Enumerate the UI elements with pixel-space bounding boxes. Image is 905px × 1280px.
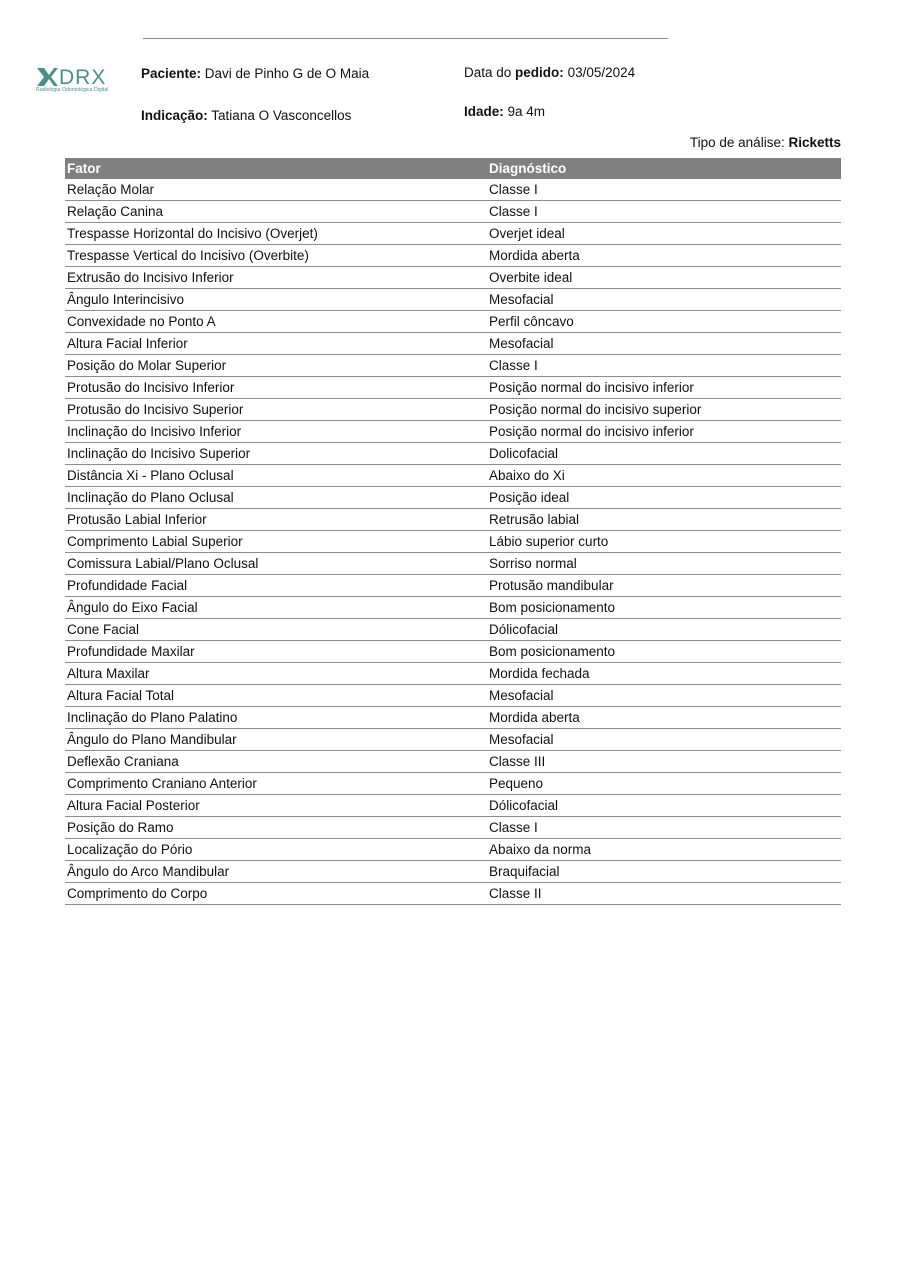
- table-row: [65, 443, 841, 465]
- diagnosis-cell: Posição normal do incisivo superior: [487, 399, 841, 421]
- logo-wordmark: DRX: [59, 66, 107, 89]
- factor-cell: Inclinação do Plano Palatino: [65, 707, 487, 729]
- table-row: [65, 267, 841, 289]
- diagnosis-cell: Abaixo da norma: [487, 839, 841, 861]
- factor-cell: Comprimento do Corpo: [65, 883, 487, 905]
- diagnosis-cell: Mesofacial: [487, 685, 841, 707]
- table-row: [65, 289, 841, 311]
- table-row: [65, 487, 841, 509]
- diagnosis-cell: Classe I: [487, 201, 841, 223]
- table-row: [65, 795, 841, 817]
- factor-cell: Altura Facial Inferior: [65, 333, 487, 355]
- factor-cell: Cone Facial: [65, 619, 487, 641]
- diagnosis-cell: Classe I: [487, 817, 841, 839]
- table-row: [65, 201, 841, 223]
- diagnosis-cell: Classe III: [487, 751, 841, 773]
- factor-cell: Convexidade no Ponto A: [65, 311, 487, 333]
- factor-cell: Profundidade Facial: [65, 575, 487, 597]
- table-row: [65, 641, 841, 663]
- diagnosis-cell: Dólicofacial: [487, 795, 841, 817]
- diagnosis-cell: Classe I: [487, 355, 841, 377]
- factor-cell: Comprimento Craniano Anterior: [65, 773, 487, 795]
- drx-x-mark-icon: [37, 68, 59, 86]
- table-row: [65, 839, 841, 861]
- factor-cell: Ângulo do Eixo Facial: [65, 597, 487, 619]
- referral-label: Indicação:: [141, 108, 208, 123]
- diagnosis-cell: Overjet ideal: [487, 223, 841, 245]
- diagnosis-cell: Pequeno: [487, 773, 841, 795]
- table-row: [65, 883, 841, 905]
- factor-cell: Profundidade Maxilar: [65, 641, 487, 663]
- factor-cell: Comprimento Labial Superior: [65, 531, 487, 553]
- factor-cell: Trespasse Horizontal do Incisivo (Overjet): [65, 223, 487, 245]
- diagnosis-cell: Sorriso normal: [487, 553, 841, 575]
- factor-cell: Inclinação do Incisivo Inferior: [65, 421, 487, 443]
- table-row: [65, 333, 841, 355]
- column-header-fator: Fator: [65, 158, 487, 179]
- order-date-value: 03/05/2024: [567, 65, 636, 80]
- order-date-label: pedido:: [515, 65, 564, 80]
- factor-cell: Ângulo Interincisivo: [65, 289, 487, 311]
- analysis-type-label: Tipo de análise:: [689, 135, 785, 150]
- diagnosis-cell: Posição normal do incisivo inferior: [487, 421, 841, 443]
- table-row: [65, 817, 841, 839]
- factor-cell: Comissura Labial/Plano Oclusal: [65, 553, 487, 575]
- header-divider: [143, 38, 668, 39]
- patient-label: Paciente:: [141, 66, 202, 81]
- diagnosis-cell: Classe I: [487, 179, 841, 201]
- factor-cell: Protusão do Incisivo Superior: [65, 399, 487, 421]
- diagnosis-cell: Mordida fechada: [487, 663, 841, 685]
- table-row: [65, 245, 841, 267]
- factor-cell: Inclinação do Plano Oclusal: [65, 487, 487, 509]
- patient-value: Davi de Pinho G de O Maia: [204, 66, 370, 81]
- diagnosis-cell: Dólicofacial: [487, 619, 841, 641]
- column-header-diagnostico: Diagnóstico: [487, 158, 841, 179]
- diagnosis-cell: Perfil côncavo: [487, 311, 841, 333]
- age-field: [464, 104, 545, 119]
- referral-value: Tatiana O Vasconcellos: [211, 108, 352, 123]
- table-row: [65, 355, 841, 377]
- diagnosis-cell: Lábio superior curto: [487, 531, 841, 553]
- factor-cell: Inclinação do Incisivo Superior: [65, 443, 487, 465]
- table-row: [65, 421, 841, 443]
- factor-cell: Posição do Molar Superior: [65, 355, 487, 377]
- table-row: [65, 377, 841, 399]
- diagnosis-cell: Posição ideal: [487, 487, 841, 509]
- analysis-type-field: [690, 135, 841, 150]
- diagnosis-cell: Retrusão labial: [487, 509, 841, 531]
- factor-cell: Altura Maxilar: [65, 663, 487, 685]
- diagnosis-cell: Mesofacial: [487, 333, 841, 355]
- diagnosis-cell: Mordida aberta: [487, 245, 841, 267]
- order-date-field: [464, 65, 635, 80]
- table-row: [65, 597, 841, 619]
- cephalometric-results-table: [65, 158, 841, 905]
- diagnosis-cell: Abaixo do Xi: [487, 465, 841, 487]
- diagnosis-cell: Classe II: [487, 883, 841, 905]
- factor-cell: Distância Xi - Plano Oclusal: [65, 465, 487, 487]
- table-row: [65, 553, 841, 575]
- factor-cell: Protusão do Incisivo Inferior: [65, 377, 487, 399]
- diagnosis-cell: Bom posicionamento: [487, 641, 841, 663]
- table-row: [65, 861, 841, 883]
- table-row: [65, 619, 841, 641]
- drx-logo: [35, 66, 115, 96]
- table-row: [65, 223, 841, 245]
- table-row: [65, 311, 841, 333]
- factor-cell: Deflexão Craniana: [65, 751, 487, 773]
- age-value: 9a 4m: [507, 104, 546, 119]
- table-row: [65, 685, 841, 707]
- table-row: [65, 663, 841, 685]
- diagnosis-cell: Protusão mandibular: [487, 575, 841, 597]
- table-row: [65, 729, 841, 751]
- factor-cell: Relação Molar: [65, 179, 487, 201]
- diagnosis-cell: Mordida aberta: [487, 707, 841, 729]
- diagnosis-cell: Braquifacial: [487, 861, 841, 883]
- factor-cell: Ângulo do Plano Mandibular: [65, 729, 487, 751]
- diagnosis-cell: Overbite ideal: [487, 267, 841, 289]
- diagnosis-cell: Mesofacial: [487, 729, 841, 751]
- analysis-type-value: Ricketts: [788, 135, 841, 150]
- diagnosis-cell: Dolicofacial: [487, 443, 841, 465]
- factor-cell: Altura Facial Posterior: [65, 795, 487, 817]
- diagnosis-cell: Mesofacial: [487, 289, 841, 311]
- logo-tagline: Radiologia Odontológica Digital: [36, 87, 109, 93]
- age-label: Idade:: [464, 104, 504, 119]
- table-row: [65, 773, 841, 795]
- table-row: [65, 465, 841, 487]
- table-row: [65, 751, 841, 773]
- table-row: [65, 399, 841, 421]
- order-date-prefix: Data do: [464, 65, 516, 80]
- factor-cell: Extrusão do Incisivo Inferior: [65, 267, 487, 289]
- table-row: [65, 575, 841, 597]
- table-header-row: [65, 158, 841, 179]
- factor-cell: Localização do Pório: [65, 839, 487, 861]
- table-row: [65, 179, 841, 201]
- factor-cell: Altura Facial Total: [65, 685, 487, 707]
- factor-cell: Trespasse Vertical do Incisivo (Overbite): [65, 245, 487, 267]
- patient-field: [141, 66, 369, 81]
- referral-field: [141, 108, 351, 123]
- factor-cell: Posição do Ramo: [65, 817, 487, 839]
- table-row: [65, 707, 841, 729]
- factor-cell: Ângulo do Arco Mandibular: [65, 861, 487, 883]
- diagnosis-cell: Bom posicionamento: [487, 597, 841, 619]
- factor-cell: Relação Canina: [65, 201, 487, 223]
- table-row: [65, 509, 841, 531]
- factor-cell: Protusão Labial Inferior: [65, 509, 487, 531]
- table-row: [65, 531, 841, 553]
- diagnosis-cell: Posição normal do incisivo inferior: [487, 377, 841, 399]
